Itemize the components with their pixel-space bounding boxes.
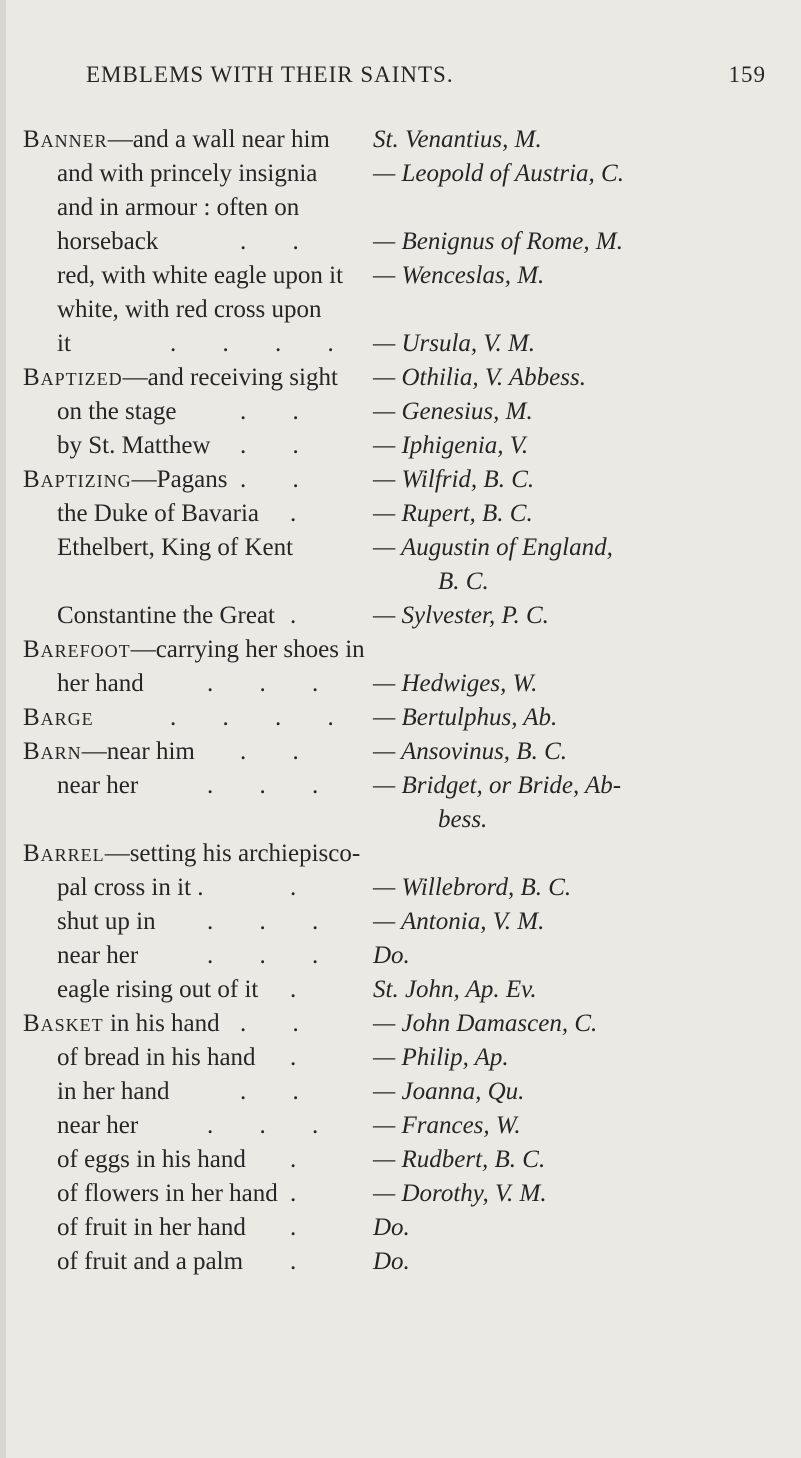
entry-description: —and a wall near him <box>107 126 330 153</box>
entry-emblem <box>57 259 343 293</box>
entry-description: —carrying her shoes in <box>130 636 365 663</box>
entry-emblem <box>57 1109 138 1143</box>
index-entry <box>0 225 801 259</box>
entry-emblem <box>57 293 322 327</box>
leader-dots: . <box>290 976 317 1003</box>
entry-description: Ethelbert, King of Kent <box>57 534 294 561</box>
leader-dots: . . <box>240 466 319 493</box>
leader-dots: . <box>290 1044 317 1071</box>
entry-description: in his hand <box>103 1010 220 1037</box>
index-entry <box>0 497 801 531</box>
entry-emblem <box>23 701 94 735</box>
index-entry <box>0 837 801 871</box>
entry-description: her hand <box>57 670 144 697</box>
entry-emblem <box>57 1245 243 1279</box>
leader-dots: . . <box>240 398 319 425</box>
entry-saint: — John Damascen, C. <box>373 1010 598 1037</box>
index-entry <box>0 803 801 837</box>
index-entry <box>0 1143 801 1177</box>
index-entry <box>0 531 801 565</box>
leader-dots: . . . . <box>170 330 354 357</box>
entry-emblem <box>57 157 317 191</box>
entry-emblem <box>23 361 338 395</box>
entry-emblem <box>57 1041 256 1075</box>
leader-dots: . <box>290 1248 317 1275</box>
index-entry <box>0 1109 801 1143</box>
index-entry <box>0 701 801 735</box>
leader-dots: . <box>290 1146 317 1173</box>
index-entry <box>0 293 801 327</box>
entry-headword: Barrel <box>23 840 105 867</box>
index-entry <box>0 157 801 191</box>
entry-description: and in armour : often on <box>57 194 300 221</box>
index-entry <box>0 1007 801 1041</box>
index-entry <box>0 327 801 361</box>
entry-headword: Barefoot <box>23 636 131 663</box>
entry-emblem <box>57 531 293 565</box>
entry-saint: — Bertulphus, Ab. <box>373 704 558 731</box>
index-entry <box>0 463 801 497</box>
entry-saint: Do. <box>373 942 410 969</box>
entry-emblem <box>57 1177 278 1211</box>
entry-saint: — Wenceslas, M. <box>373 262 545 289</box>
leader-dots: . . . <box>207 772 339 799</box>
entry-saint: Do. <box>373 1248 410 1275</box>
leader-dots: . . <box>240 228 319 255</box>
entry-emblem <box>57 939 138 973</box>
running-title: EMBLEMS WITH THEIR SAINTS. <box>86 62 454 87</box>
entry-saint: — Iphigenia, V. <box>373 432 529 459</box>
entry-description: on the stage <box>57 398 177 425</box>
entry-description: pal cross in it . <box>57 874 204 901</box>
entry-headword: Banner <box>23 126 108 153</box>
entry-emblem <box>23 837 360 871</box>
entry-emblem <box>57 429 210 463</box>
entry-description: —and receiving sight <box>122 364 338 391</box>
index-entry <box>0 1041 801 1075</box>
entry-saint: — Augustin of England, <box>373 534 613 561</box>
index-entry <box>0 667 801 701</box>
index-entry <box>0 429 801 463</box>
entry-emblem <box>23 735 195 769</box>
entry-emblem <box>57 871 204 905</box>
entry-emblem <box>23 463 228 497</box>
entry-emblem <box>57 395 176 429</box>
entry-headword: Baptized <box>23 364 123 391</box>
entry-saint: St. Venantius, M. <box>373 126 542 153</box>
entry-saint: Do. <box>373 1214 410 1241</box>
index-entry <box>0 1211 801 1245</box>
entry-emblem <box>57 769 138 803</box>
index-entry <box>0 871 801 905</box>
entry-description: near her <box>57 772 139 799</box>
entry-saint: — Rudbert, B. C. <box>373 1146 546 1173</box>
leader-dots: . . . <box>207 908 339 935</box>
leader-dots: . . . <box>207 1112 339 1139</box>
entry-description: white, with red cross upon <box>57 296 322 323</box>
entry-saint: — Bridget, or Bride, Ab- <box>373 772 622 799</box>
entry-emblem <box>57 667 144 701</box>
leader-dots: . <box>290 500 317 527</box>
entry-emblem <box>57 225 158 259</box>
entry-saint: — Leopold of Austria, C. <box>373 160 624 187</box>
index-entry <box>0 905 801 939</box>
entry-saint: bess. <box>438 806 488 833</box>
index-entry <box>0 1075 801 1109</box>
leader-dots: . . <box>240 1010 319 1037</box>
leader-dots: . <box>290 1180 317 1207</box>
entry-emblem <box>23 1007 220 1041</box>
page-number: 159 <box>728 62 766 87</box>
leader-dots: . <box>290 874 317 901</box>
index-entry <box>0 123 801 157</box>
entry-saint: — Genesius, M. <box>373 398 533 425</box>
entry-emblem <box>57 599 275 633</box>
entry-saint: — Frances, W. <box>373 1112 521 1139</box>
entry-emblem <box>57 497 259 531</box>
entry-saint: — Willebrord, B. C. <box>373 874 572 901</box>
entry-description: —setting his archiepisco- <box>104 840 361 867</box>
entry-saint: — Sylvester, P. C. <box>373 602 549 629</box>
entry-description: —near him <box>81 738 195 765</box>
index-entry <box>0 973 801 1007</box>
index-entry <box>0 939 801 973</box>
entry-description: the Duke of Bavaria <box>57 500 260 527</box>
entry-description: horseback <box>57 228 159 255</box>
entry-emblem <box>57 973 258 1007</box>
entry-saint: — Ansovinus, B. C. <box>373 738 567 765</box>
index-entry <box>0 1177 801 1211</box>
index-entry <box>0 633 801 667</box>
entry-description: red, with white eagle upon it <box>57 262 344 289</box>
entry-emblem <box>23 633 365 667</box>
index-entry <box>0 259 801 293</box>
leader-dots: . <box>290 602 317 629</box>
index-entry <box>0 361 801 395</box>
entry-headword: Barge <box>23 704 94 731</box>
entry-saint: — Hedwiges, W. <box>373 670 538 697</box>
entry-description: of fruit in her hand <box>57 1214 246 1241</box>
entry-saint: — Joanna, Qu. <box>373 1078 525 1105</box>
entry-saint: — Philip, Ap. <box>373 1044 509 1071</box>
entry-headword: Baptizing <box>23 466 132 493</box>
index-entry <box>0 599 801 633</box>
index-entry <box>0 565 801 599</box>
entry-description: in her hand <box>57 1078 170 1105</box>
entry-headword: Barn <box>23 738 82 765</box>
entry-description: of bread in his hand <box>57 1044 256 1071</box>
entry-saint: — Antonia, V. M. <box>373 908 545 935</box>
entry-description: of fruit and a palm <box>57 1248 244 1275</box>
entry-saint: — Othilia, V. Abbess. <box>373 364 586 391</box>
entry-description: it <box>57 330 71 357</box>
entry-description: shut up in <box>57 908 156 935</box>
entry-description: near her <box>57 1112 139 1139</box>
leader-dots: . . <box>240 738 319 765</box>
leader-dots: . . <box>240 432 319 459</box>
entry-saint: — Rupert, B. C. <box>373 500 533 527</box>
leader-dots: . . <box>240 1078 319 1105</box>
entry-saint: — Benignus of Rome, M. <box>373 228 623 255</box>
leader-dots: . . . <box>207 942 339 969</box>
entry-emblem <box>23 123 330 157</box>
entry-emblem <box>57 905 156 939</box>
entry-description: by St. Matthew <box>57 432 211 459</box>
leader-dots: . . . . <box>170 704 354 731</box>
entry-saint: — Dorothy, V. M. <box>373 1180 547 1207</box>
index-entry <box>0 735 801 769</box>
leader-dots: . . . <box>207 670 339 697</box>
entry-description: near her <box>57 942 139 969</box>
entry-description: and with princely insignia <box>57 160 318 187</box>
entry-description: —Pagans <box>131 466 228 493</box>
entry-saint: St. John, Ap. Ev. <box>373 976 537 1003</box>
entry-description: of eggs in his hand <box>57 1146 246 1173</box>
entry-description: of flowers in her hand <box>57 1180 278 1207</box>
entry-emblem <box>57 1143 246 1177</box>
entry-emblem <box>57 327 71 361</box>
entry-emblem <box>57 191 299 225</box>
entry-saint: — Ursula, V. M. <box>373 330 536 357</box>
index-entry <box>0 1245 801 1279</box>
index-entry <box>0 395 801 429</box>
entry-headword: Basket <box>23 1010 104 1037</box>
index-entry <box>0 769 801 803</box>
entry-emblem <box>57 1075 169 1109</box>
entry-saint: — Wilfrid, B. C. <box>373 466 535 493</box>
entry-description: eagle rising out of it <box>57 976 259 1003</box>
index-entry <box>0 191 801 225</box>
entry-emblem <box>57 1211 246 1245</box>
entry-description: Constantine the Great <box>57 602 275 629</box>
leader-dots: . <box>290 1214 317 1241</box>
entry-saint: B. C. <box>438 568 489 595</box>
